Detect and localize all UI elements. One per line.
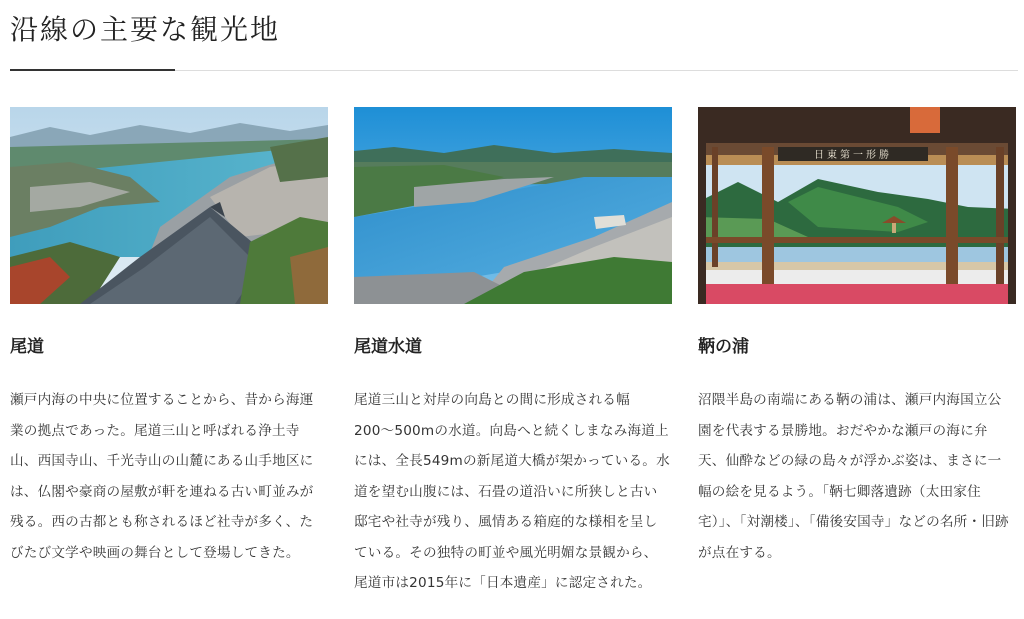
section-divider-accent bbox=[10, 69, 175, 71]
spot-card-onomichi-channel bbox=[354, 107, 672, 591]
tomonoura-photo bbox=[698, 107, 1016, 304]
spot-description: 瀬戸内海の中央に位置することから、昔から海運業の拠点であった。尾道三山と呼ばれる浄土寺山、西国寺山、千光寺山の山麓にある山手地区には、仏閣や豪商の屋敷が軒を連ねる古い町並みが残る。西の古都とも称されるほど社寺が多く、たびたび文学や映画の舞台として登場してきた。 bbox=[10, 392, 314, 561]
spot-name: 尾道 bbox=[10, 337, 44, 357]
spot-card-onomichi bbox=[10, 107, 328, 561]
spot-description: 沼隈半島の南端にある鞆の浦は、瀬戸内海国立公園を代表する景勝地。おだやかな瀬戸の海に弁天、仙酔などの緑の島々が浮かぶ姿は、まさに一幅の絵を見るよう。「鞆七卿落遺跡（太田家住宅）」、「対潮楼」、「備後安国寺」などの名所・旧跡が点在する。 bbox=[698, 392, 1009, 561]
spot-name: 鞆の浦 bbox=[698, 337, 749, 357]
section-title: 沿線の主要な観光地 bbox=[10, 13, 281, 46]
onomichi-channel-photo bbox=[354, 107, 672, 304]
onomichi-photo bbox=[10, 107, 328, 304]
tomonoura-sign: 日東第一形勝 bbox=[814, 150, 892, 161]
spot-description: 尾道三山と対岸の向島との間に形成される幅200〜500mの水道。向島へと続くしまなみ海道上には、全長549mの新尾道大橋が架かっている。水道を望む山腹には、石畳の道沿いに所狭しと古い邸宅や社寺が残り、風情ある箱庭的な様相を呈している。その独特の町並や風光明媚な景観から、尾道市は2015年に「日本遺産」に認定された。 bbox=[354, 392, 670, 591]
spot-name: 尾道水道 bbox=[354, 337, 422, 357]
spot-card-tomonoura bbox=[698, 107, 1016, 561]
